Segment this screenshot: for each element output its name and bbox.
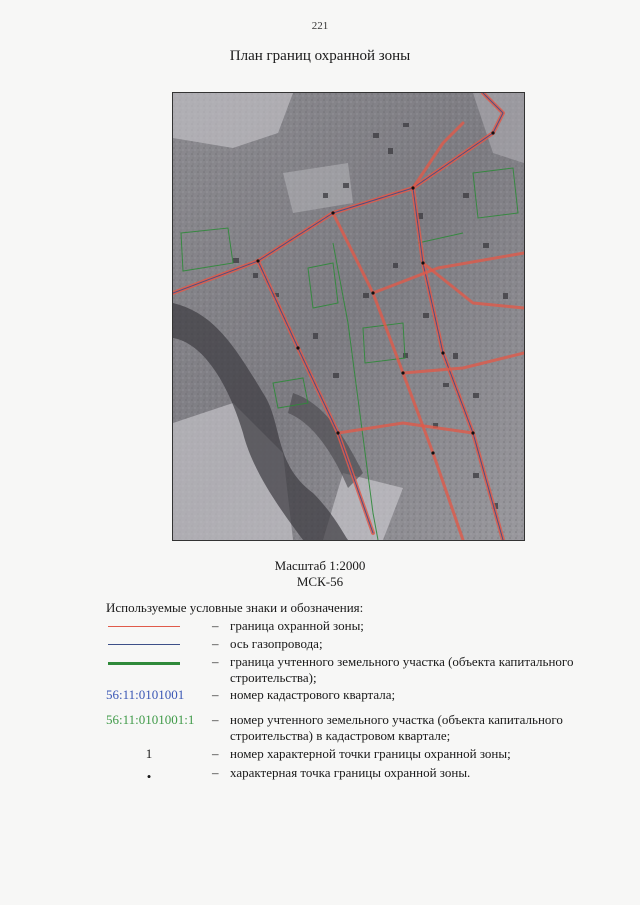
legend-description: граница охранной зоны;: [230, 618, 364, 633]
legend-dash: –: [212, 687, 219, 702]
legend-dash: –: [212, 765, 219, 780]
legend-dash: –: [212, 654, 219, 669]
legend-dash: –: [212, 618, 219, 633]
legend-description: номер учтенного земельного участка (объекта капитального строительства) в кадастровом квартале;: [230, 712, 563, 743]
legend-symbol-quarter-number: 56:11:0101001: [106, 687, 185, 702]
legend-symbol-parcel-number: 56:11:0101001:1: [106, 712, 195, 727]
legend-symbol-green-line: [106, 654, 216, 670]
aerial-map: [172, 92, 525, 541]
legend-dash: –: [212, 712, 219, 727]
page-number: 221: [311, 20, 329, 32]
aerial-map-image: [173, 93, 524, 540]
legend-description: характерная точка границы охранной зоны.: [230, 765, 471, 780]
page-title: План границ охранной зоны: [229, 48, 411, 64]
legend-symbol-point-dot: •: [146, 769, 152, 784]
legend-dash: –: [212, 746, 219, 761]
crs-label: МСК-56: [296, 574, 344, 589]
legend-description: номер характерной точки границы охранной зоны;: [230, 746, 511, 761]
legend-description: номер кадастрового квартала;: [230, 687, 396, 702]
legend-description: граница учтенного земельного участка (объекта капитального строительства);: [230, 654, 574, 685]
legend-dash: –: [212, 636, 219, 651]
legend-description: ось газопровода;: [230, 636, 323, 651]
legend-symbol-blue-line: [106, 636, 216, 652]
scale-label: Масштаб 1:2000: [274, 558, 366, 573]
legend-heading: Используемые условные знаки и обозначения:: [106, 600, 364, 615]
legend-symbol-point-number: 1: [145, 746, 153, 761]
legend-symbol-red-line: [106, 618, 216, 634]
